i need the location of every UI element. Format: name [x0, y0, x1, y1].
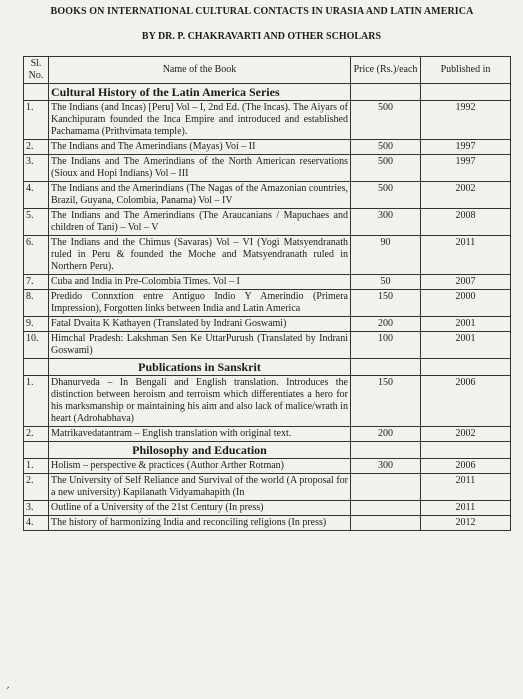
book-price: 150	[351, 376, 421, 427]
book-name: Cuba and India in Pre-Colombia Times. Vol – I	[49, 275, 351, 290]
section-title: Cultural History of the Latin America Series	[49, 84, 351, 101]
book-published-year: 2008	[421, 209, 511, 236]
section-header-row	[24, 359, 511, 376]
book-price: 200	[351, 317, 421, 332]
book-name: The history of harmonizing India and reconciling religions (In press)	[49, 516, 351, 531]
book-published-year: 2002	[421, 427, 511, 442]
book-sl-no: 2.	[24, 427, 49, 442]
book-name: Holism – perspective & practices (Author Arther Rotman)	[49, 459, 351, 474]
section-published-empty	[421, 442, 511, 459]
table-row	[24, 332, 511, 359]
table-row	[24, 474, 511, 501]
book-published-year: 2001	[421, 332, 511, 359]
book-sl-no: 8.	[24, 290, 49, 317]
book-price: 500	[351, 182, 421, 209]
book-name: Matrikavedatantram – English translation with original text.	[49, 427, 351, 442]
book-sl-no: 1.	[24, 376, 49, 427]
table-row	[24, 376, 511, 427]
table-row	[24, 140, 511, 155]
book-published-year: 1997	[421, 140, 511, 155]
section-published-empty	[421, 84, 511, 101]
section-header-row	[24, 442, 511, 459]
book-price: 500	[351, 101, 421, 140]
book-price: 150	[351, 290, 421, 317]
section-price-empty	[351, 84, 421, 101]
book-name: Outline of a University of the 21st Century (In press)	[49, 501, 351, 516]
book-sl-no: 2.	[24, 140, 49, 155]
section-price-empty	[351, 359, 421, 376]
table-row	[24, 236, 511, 275]
book-published-year: 2012	[421, 516, 511, 531]
book-published-year: 2001	[421, 317, 511, 332]
table-row	[24, 155, 511, 182]
table-row	[24, 182, 511, 209]
section-sl-empty	[24, 84, 49, 101]
book-sl-no: 9.	[24, 317, 49, 332]
table-row	[24, 275, 511, 290]
book-name: The Indians and the Amerindians (The Nagas of the Amazonian countries, Brazil, Guyana, Colombia, Panama) Vol – IV	[49, 182, 351, 209]
table-row	[24, 516, 511, 531]
document-title: BOOKS ON INTERNATIONAL CULTURAL CONTACTS IN URASIA AND LATIN AMERICA	[50, 6, 474, 17]
section-header-row	[24, 84, 511, 101]
section-sl-empty	[24, 359, 49, 376]
table-body	[24, 84, 511, 531]
book-price: 50	[351, 275, 421, 290]
book-price: 500	[351, 140, 421, 155]
book-price	[351, 516, 421, 531]
book-sl-no: 4.	[24, 182, 49, 209]
section-published-empty	[421, 359, 511, 376]
table-header-row	[24, 57, 511, 84]
table-row	[24, 459, 511, 474]
book-price: 300	[351, 209, 421, 236]
book-name: The Indians and The Amerindians (Mayas) Voi – II	[49, 140, 351, 155]
table-row	[24, 317, 511, 332]
table-row	[24, 209, 511, 236]
book-published-year: 1997	[421, 155, 511, 182]
table-row	[24, 101, 511, 140]
book-name: Himchal Pradesh: Lakshman Sen Ke UttarPurush (Translated by Indrani Goswami)	[49, 332, 351, 359]
book-name: Fatal Dvaita K Kathayen (Translated by Indrani Goswami)	[49, 317, 351, 332]
book-price: 300	[351, 459, 421, 474]
book-sl-no: 1.	[24, 101, 49, 140]
books-table	[23, 56, 511, 531]
book-price	[351, 474, 421, 501]
section-price-empty	[351, 442, 421, 459]
book-sl-no: 4.	[24, 516, 49, 531]
book-name: The Indians (and Incas) [Peru] Vol – I, 2nd Ed. (The Incas). The Aiyars of Kanchipuram founded the Inca Empire and introduced and established Pachamama (Prithvimata temple).	[49, 101, 351, 140]
book-sl-no: 3.	[24, 501, 49, 516]
book-name: The Indians and The Amerindians of the North American reservations (Sioux and Hopi Indians) Vol – III	[49, 155, 351, 182]
book-name: Predido Connxtion entre Antiguo Indio Y Amerindio (Primera Impression), Forgotten links between India and Latin America	[49, 290, 351, 317]
book-price: 500	[351, 155, 421, 182]
book-published-year: 2000	[421, 290, 511, 317]
book-published-year: 2006	[421, 376, 511, 427]
book-name: The University of Self Reliance and Survival of the world (A proposal for a new university) Kapilanath Vidyamahapith (In	[49, 474, 351, 501]
book-sl-no: 10.	[24, 332, 49, 359]
table-row	[24, 501, 511, 516]
document-subtitle: BY DR. P. CHAKRAVARTI AND OTHER SCHOLARS	[141, 31, 382, 42]
book-sl-no: 3.	[24, 155, 49, 182]
column-header-price: Price (Rs.)/each	[351, 57, 421, 84]
book-price	[351, 501, 421, 516]
book-published-year: 2011	[421, 236, 511, 275]
book-published-year: 2002	[421, 182, 511, 209]
section-title: Publications in Sanskrit	[49, 359, 351, 376]
book-published-year: 2011	[421, 474, 511, 501]
book-price: 90	[351, 236, 421, 275]
table-row	[24, 290, 511, 317]
book-name: The Indians and The Amerindians (The Araucanians / Mapuchaes and children of Tani) – Vol – V	[49, 209, 351, 236]
book-published-year: 2006	[421, 459, 511, 474]
book-price: 100	[351, 332, 421, 359]
column-header-published: Published in	[421, 57, 511, 84]
book-published-year: 2007	[421, 275, 511, 290]
book-sl-no: 6.	[24, 236, 49, 275]
book-sl-no: 5.	[24, 209, 49, 236]
section-sl-empty	[24, 442, 49, 459]
scan-mark: ,	[5, 680, 14, 691]
book-name: Dhanurveda – In Bengali and English translation. Introduces the distinction between heroism and terroism which differentiates a hero for his marksmanship or maintaining his aim and also lack of malice/wrath in heart (Adrohabhava)	[49, 376, 351, 427]
book-sl-no: 7.	[24, 275, 49, 290]
section-title: Philosophy and Education	[49, 442, 351, 459]
book-sl-no: 2.	[24, 474, 49, 501]
column-header-sl: Sl. No.	[24, 57, 49, 84]
table-row	[24, 427, 511, 442]
book-name: The Indians and the Chimus (Savaras) Vol – VI (Yogi Matsyendranath ruled in Peru & founded the Moche and Matsyendranath ruled in Northern Peru).	[49, 236, 351, 275]
book-sl-no: 1.	[24, 459, 49, 474]
book-price: 200	[351, 427, 421, 442]
column-header-name: Name of the Book	[49, 57, 351, 84]
book-published-year: 2011	[421, 501, 511, 516]
book-published-year: 1992	[421, 101, 511, 140]
